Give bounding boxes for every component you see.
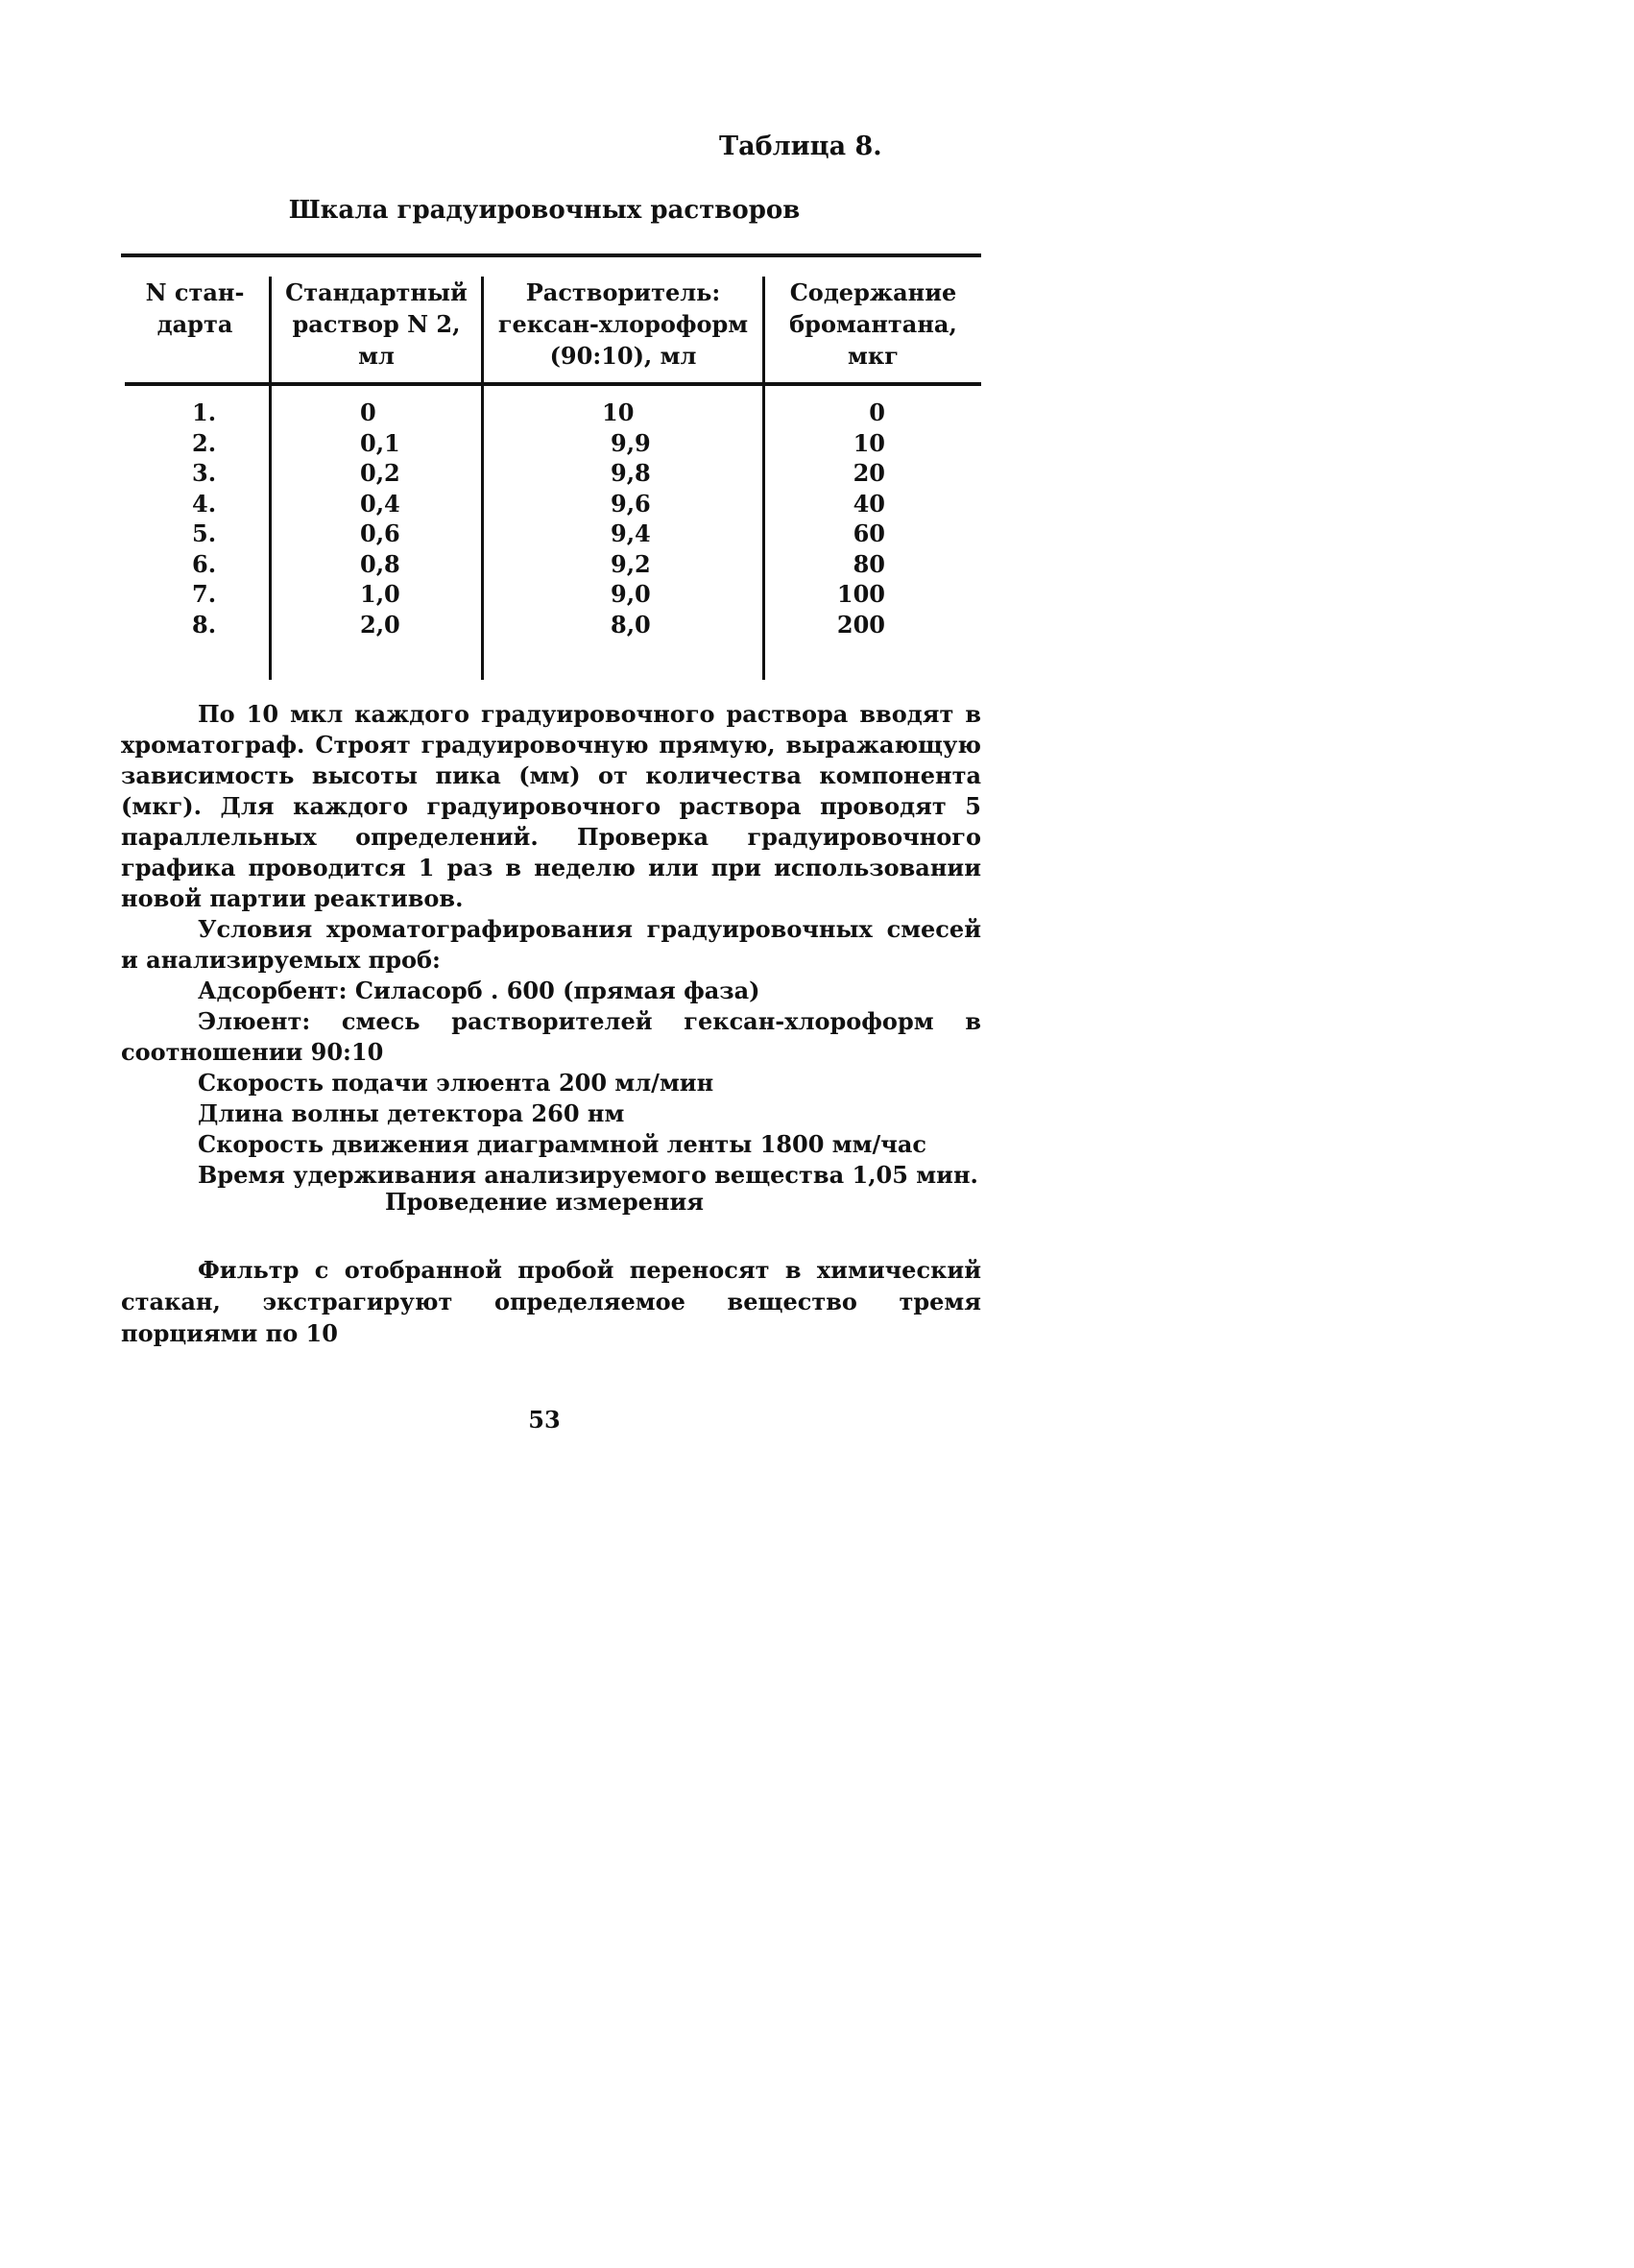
table-cell: 2,0 (360, 610, 400, 639)
table-cell: 60 (853, 519, 885, 547)
table-title: Шкала градуировочных растворов (288, 196, 801, 225)
final-text (121, 1254, 981, 1349)
table-cell: 0,6 (360, 519, 400, 547)
table-cell: 10 (602, 398, 635, 426)
table-cell: 20 (853, 459, 885, 487)
table-cell: 200 (836, 610, 885, 639)
table-cell: 9,9 (611, 428, 651, 457)
body-text (121, 699, 981, 1191)
table-cell: 1,0 (360, 580, 400, 608)
table-cell: 0,2 (360, 459, 400, 487)
condition-retention-time: Время удерживания анализируемого вещества 1,05 мин. (198, 1161, 978, 1189)
paragraph-conditions: Условия хроматографирования градуировочных смесей и анализируемых проб: (121, 915, 981, 974)
table-cell: 10 (853, 428, 885, 457)
table-cell: 8. (192, 610, 217, 639)
condition-adsorbent: Адсорбент: Силасорб . 600 (прямая фаза) (198, 977, 760, 1004)
table-cell: 8,0 (611, 610, 651, 639)
table-cell: 0,1 (360, 428, 400, 457)
condition-eluent: Элюент: смесь растворителей гексан-хлороформ в соотношении 90:10 (121, 1007, 981, 1066)
condition-chart-speed: Скорость движения диаграммной ленты 1800 мм/час (198, 1130, 926, 1158)
header-line: Растворитель: (525, 278, 721, 306)
table-cell: 2. (192, 428, 217, 457)
column-solvent (602, 398, 651, 639)
header-line: Содержание (789, 278, 957, 306)
header-line: N стан- (145, 278, 245, 306)
table-cell: 1. (192, 398, 217, 426)
header-line: бромантана, (789, 310, 957, 338)
header-line: раствор N 2, (292, 310, 461, 338)
table-cell: 7. (192, 580, 217, 608)
column-standard-solution (360, 398, 400, 639)
table-cell: 9,4 (611, 519, 651, 547)
table-cell: 9,6 (611, 489, 651, 518)
header-standard-number (121, 277, 269, 340)
table-top-rule (121, 253, 981, 257)
table-header-rule (125, 382, 981, 386)
header-bromantane-content (765, 277, 981, 372)
table-cell: 3. (192, 459, 217, 487)
condition-flow-rate: Скорость подачи элюента 200 мл/мин (198, 1069, 714, 1097)
header-line: Стандартный (285, 278, 468, 306)
header-line: гексан-хлороформ (497, 310, 749, 338)
header-solvent (484, 277, 762, 372)
table-cell: 0,4 (360, 489, 400, 518)
table-label: Таблица 8. (719, 132, 882, 161)
table-cell: 0 (869, 398, 885, 426)
paragraph-measurement: Фильтр с отобранной пробой переносят в химический стакан, экстрагируют определяемое вещество тремя порциями по 10 (121, 1256, 981, 1347)
header-standard-solution (272, 277, 481, 372)
page-number: 53 (528, 1406, 561, 1434)
column-standard-number (192, 398, 216, 639)
table-cell: 9,2 (611, 549, 651, 578)
table-cell: 6. (192, 549, 217, 578)
paragraph-calibration: По 10 мкл каждого градуировочного раствора вводят в хроматограф. Строят градуировочную прямую, выражающую зависимость высоты пика (мм) от количества компонента (мкг). Для каждого градуировочного раствора проводят 5 параллельных определений. Проверка градуировочного графика проводится 1 раз в неделю или при использовании новой партии реактивов. (121, 700, 981, 912)
table-cell: 100 (836, 580, 885, 608)
header-line: дарта (156, 310, 233, 338)
table-cell: 40 (853, 489, 885, 518)
section-title: Проведение измерения (384, 1188, 705, 1216)
table-cell: 5. (192, 519, 217, 547)
header-line: мл (358, 342, 395, 370)
condition-wavelength: Длина волны детектора 260 нм (198, 1099, 625, 1127)
table-cell: 0 (360, 398, 376, 426)
table-cell: 9,0 (611, 580, 651, 608)
header-line: (90:10), мл (549, 342, 697, 370)
column-bromantane-content (816, 398, 885, 639)
header-line: мкг (848, 342, 899, 370)
table-cell: 0,8 (360, 549, 400, 578)
table-cell: 9,8 (611, 459, 651, 487)
table-cell: 4. (192, 489, 217, 518)
table-cell: 80 (853, 549, 885, 578)
